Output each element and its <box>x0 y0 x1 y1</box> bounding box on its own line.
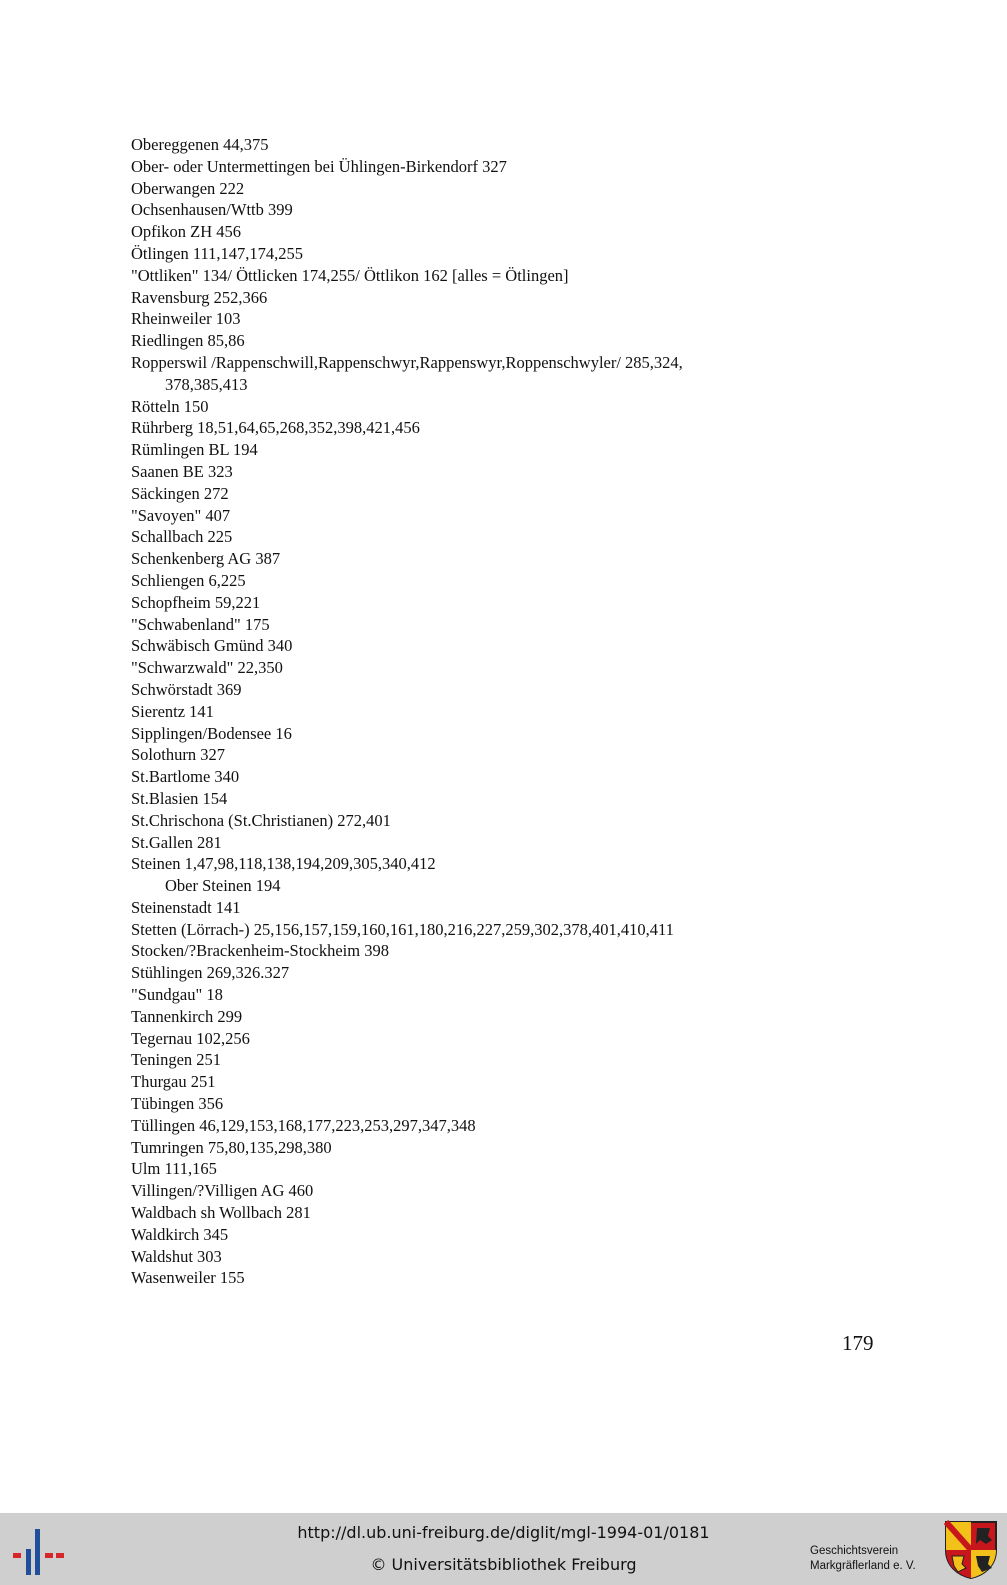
index-entry: Tannenkirch 299 <box>131 1006 243 1026</box>
index-entry: Rötteln 150 <box>131 396 209 416</box>
footer-url-link[interactable]: http://dl.ub.uni-freiburg.de/diglit/mgl-1994-01/0181 <box>297 1523 710 1542</box>
index-entry: Waldbach sh Wollbach 281 <box>131 1203 311 1223</box>
index-entry: Riedlingen 85,86 <box>131 331 245 351</box>
index-entry: Tübingen 356 <box>131 1094 224 1114</box>
index-entry: Ötlingen 111,147,174,255 <box>131 243 304 263</box>
index-entry: "Ottliken" 134/ Öttlicken 174,255/ Öttlikon 162 [alles = Ötlingen] <box>131 265 569 285</box>
society-name-line2: Markgräflerland e. V. <box>810 1560 916 1572</box>
coat-of-arms-icon <box>944 1520 998 1580</box>
index-entry: Schopfheim 59,221 <box>131 592 261 612</box>
index-entry: "Schwarzwald" 22,350 <box>131 658 283 678</box>
index-entry: Stocken/?Brackenheim-Stockheim 398 <box>131 941 389 961</box>
index-entry: "Savoyen" 407 <box>131 505 231 525</box>
footer-bar <box>0 1513 1007 1585</box>
index-entry: Ober- oder Untermettingen bei Ühlingen-Birkendorf 327 <box>131 156 507 176</box>
index-entry-continuation: 378,385,413 <box>165 374 248 394</box>
index-entry: Stühlingen 269,326.327 <box>131 963 290 983</box>
index-entry: Wasenweiler 155 <box>131 1268 245 1288</box>
page-number: 179 <box>842 1331 874 1355</box>
index-entry: Waldshut 303 <box>131 1246 222 1266</box>
index-entry: Saanen BE 323 <box>131 461 233 481</box>
index-entry: Obereggenen 44,375 <box>131 135 269 154</box>
index-entry: St.Gallen 281 <box>131 832 222 852</box>
index-entry: Säckingen 272 <box>131 483 229 503</box>
index-entry: Ropperswil /Rappenschwill,Rappenschwyr,Rappenswyr,Roppenschwyler/ 285,324, <box>131 352 683 372</box>
index-entry: St.Blasien 154 <box>131 788 228 808</box>
index-entry: St.Bartlome 340 <box>131 767 240 787</box>
index-entry: Sierentz 141 <box>131 701 214 721</box>
index-entry: Steinenstadt 141 <box>131 897 241 917</box>
index-entry: Ravensburg 252,366 <box>131 287 268 307</box>
index-entry: Rheinweiler 103 <box>131 309 241 329</box>
index-entry: "Sundgau" 18 <box>131 985 223 1005</box>
index-entry: Schliengen 6,225 <box>131 570 246 590</box>
index-entry: Tegernau 102,256 <box>131 1028 250 1048</box>
index-entry: Schallbach 225 <box>131 527 233 547</box>
index-entry: Ochsenhausen/Wttb 399 <box>131 200 293 220</box>
footer-copyright: © Universitätsbibliothek Freiburg <box>370 1555 637 1574</box>
index-entry: Tüllingen 46,129,153,168,177,223,253,297,347,348 <box>131 1115 476 1135</box>
index-entry: Opfikon ZH 456 <box>131 222 241 242</box>
index-entry: Schenkenberg AG 387 <box>131 549 281 569</box>
society-name <box>810 1544 938 1574</box>
index-entry: St.Chrischona (St.Christianen) 272,401 <box>131 810 391 830</box>
index-entry: Villingen/?Villigen AG 460 <box>131 1181 314 1201</box>
index-entry: Schwörstadt 369 <box>131 679 242 699</box>
index-entry: Oberwangen 222 <box>131 178 245 198</box>
index-entry: "Schwabenland" 175 <box>131 614 270 634</box>
index-entry: Tumringen 75,80,135,298,380 <box>131 1137 332 1157</box>
index-entry: Sipplingen/Bodensee 16 <box>131 723 292 743</box>
index-entry: Teningen 251 <box>131 1050 222 1070</box>
index-entry: Stetten (Lörrach-) 25,156,157,159,160,161,180,216,227,259,302,378,401,410,411 <box>131 919 674 939</box>
index-entry: Rümlingen BL 194 <box>131 440 258 460</box>
index-list <box>131 134 891 1289</box>
index-entry: Thurgau 251 <box>131 1072 216 1092</box>
index-entry-continuation: Ober Steinen 194 <box>165 876 281 896</box>
index-entry: Rührberg 18,51,64,65,268,352,398,421,456 <box>131 418 420 438</box>
society-name-line1: Geschichtsverein <box>810 1545 899 1557</box>
index-entry: Ulm 111,165 <box>131 1159 217 1179</box>
index-entry: Steinen 1,47,98,118,138,194,209,305,340,412 <box>131 854 436 874</box>
index-entry: Schwäbisch Gmünd 340 <box>131 636 293 656</box>
index-entry: Waldkirch 345 <box>131 1224 229 1244</box>
index-entry: Solothurn 327 <box>131 745 225 765</box>
